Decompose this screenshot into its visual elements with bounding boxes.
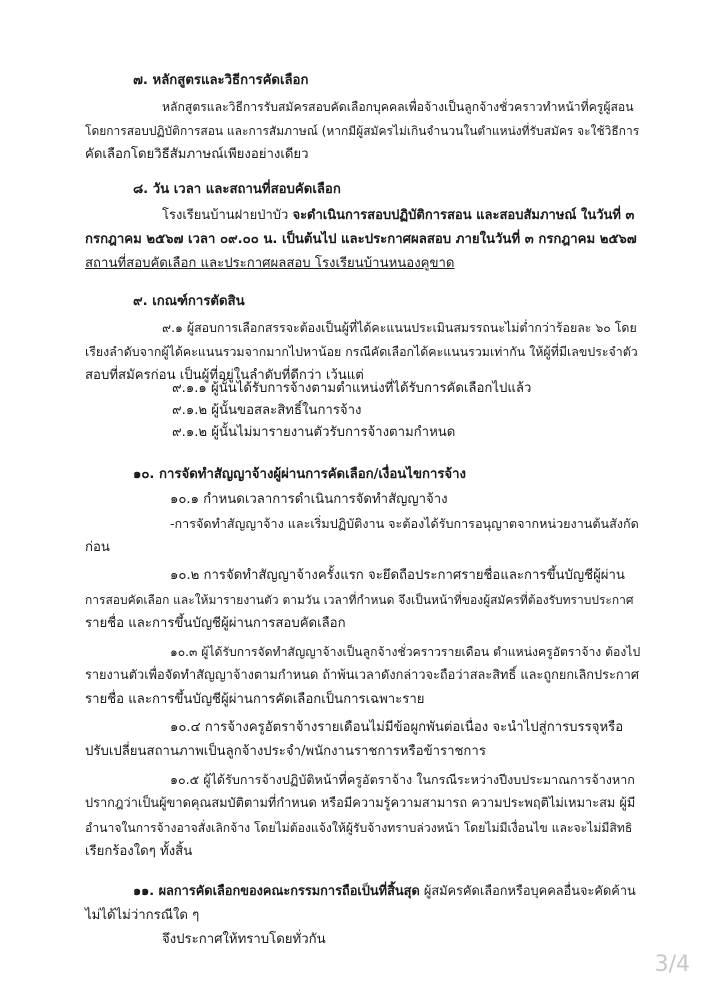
section-8-heading: ๘. วัน เวลา และสถานที่สอบคัดเลือก bbox=[133, 182, 341, 197]
section-9-line-1: ๙.๑ ผู้สอบการเลือกสรรจะต้องเป็นผู้ที่ได้คะแนนประเมินสมรรถนะไม่ต่ำกว่าร้อยละ ๖๐ โดย bbox=[162, 320, 637, 335]
section-9-line-3: สอบที่สมัครก่อน เป็นผู้ที่อยู่ในลำดับที่ดีกว่า เว้นแต่ bbox=[85, 368, 364, 383]
section-10-3-line-1: ๑๐.๓ ผู้ได้รับการจัดทำสัญญาจ้างเป็นลูกจ้างชั่วคราวรายเดือน ตำแหน่งครูอัตราจ้าง ต้องไป bbox=[170, 645, 641, 659]
section-8-schedule-bold: จะดำเนินการสอบปฏิบัติการสอน และสอบสัมภาษณ์ ในวันที่ ๓ bbox=[292, 208, 635, 223]
section-10-4-line-1: ๑๐.๔ การจ้างครูอัตราจ้างรายเดือนไม่มีข้อผูกพันต่อเนื่อง จะนำไปสู่การบรรจุหรือ bbox=[170, 720, 624, 735]
section-10-5-line-2: ปรากฎว่าเป็นผู้ขาดคุณสมบัติตามที่กำหนด หรือมีความรู้ความสามารถ ความประพฤติไม่เหมาะสม ผู้มี bbox=[85, 796, 636, 811]
section-10-2-line-3: รายชื่อ และการขึ้นบัญชีผู้ผ่านการสอบคัดเลือก bbox=[85, 616, 346, 631]
section-10-3-line-3: รายชื่อ และการขึ้นบัญชีผู้ผ่านการคัดเลือกเป็นการเฉพาะราย bbox=[85, 692, 425, 707]
section-11-heading: ๑๑. ผลการคัดเลือกของคณะกรรมการถือเป็นที่สิ้นสุด bbox=[133, 884, 420, 899]
section-8-school-name: โรงเรียนบ้านฝายป่าบัว bbox=[162, 208, 293, 223]
section-10-1-line-3: ก่อน bbox=[85, 540, 110, 555]
section-7-line-3: คัดเลือกโดยวิธีสัมภาษณ์เพียงอย่างเดียว bbox=[85, 147, 309, 162]
section-10-4-line-2: ปรับเปลี่ยนสถานภาพเป็นลูกจ้างประจำ/พนักงานราชการหรือข้าราชการ bbox=[85, 744, 486, 759]
section-10-2-line-1: ๑๐.๒ การจัดทำสัญญาจ้างครั้งแรก จะยึดถือประกาศรายชื่อและการขึ้นบัญชีผู้ผ่าน bbox=[170, 568, 625, 583]
section-7-heading: ๗. หลักสูตรและวิธีการคัดเลือก bbox=[133, 73, 309, 88]
section-9-heading: ๙. เกณฑ์การตัดสิน bbox=[133, 294, 245, 309]
section-11-line-1 bbox=[133, 882, 636, 902]
section-8-line-2: กรกฎาคม ๒๕๖๗ เวลา ๐๙.๐๐ น. เป็นต้นไป และประกาศผลสอบ ภายในวันที่ ๓ กรกฎาคม ๒๕๖๗ bbox=[85, 232, 637, 247]
section-10-1-line-1: ๑๐.๑ กำหนดเวลาการดำเนินการจัดทำสัญญาจ้าง bbox=[170, 492, 448, 507]
section-10-5-line-1: ๑๐.๕ ผู้ได้รับการจ้างปฏิบัติหน้าที่ครูอัตราจ้าง ในกรณีระหว่างปีงบประมาณการจ้างหาก bbox=[170, 772, 635, 787]
section-8-location: สถานที่สอบคัดเลือก และประกาศผลสอบ โรงเรียนบ้านหนองคูขาด bbox=[85, 256, 455, 271]
section-9-item-3: ๙.๑.๒ ผู้นั้นไม่มารายงานตัวรับการจ้างตามกำหนด bbox=[172, 425, 456, 440]
page-number-indicator: 3/4 bbox=[654, 952, 690, 977]
section-10-heading: ๑๐. การจัดทำสัญญาจ้างผู้ผ่านการคัดเลือก/เงื่อนไขการจ้าง bbox=[133, 467, 466, 482]
section-10-2-line-2: การสอบคัดเลือก และให้มารายงานตัว ตามวัน เวลาที่กำหนด จึงเป็นหน้าที่ของผู้สมัครที่ต้องรับทราบประกาศ bbox=[85, 593, 634, 607]
section-10-5-line-3: อำนาจในการจ้างอาจสั่งเลิกจ้าง โดยไม่ต้องแจ้งให้ผู้รับจ้างทราบล่วงหน้า โดยไม่มีเงื่อนไข และจะไม่มีสิทธิ bbox=[85, 821, 633, 835]
section-9-item-1: ๙.๑.๑ ผู้นั้นได้รับการจ้างตามตำแหน่งที่ได้รับการคัดเลือกไปแล้ว bbox=[172, 381, 532, 396]
section-11-text: ผู้สมัครคัดเลือกหรือบุคคลอื่นจะคัดค้าน bbox=[419, 884, 636, 899]
section-10-1-line-2: -การจัดทำสัญญาจ้าง และเริ่มปฏิบัติงาน จะต้องได้รับการอนุญาตจากหน่วยงานต้นสังกัด bbox=[170, 516, 639, 531]
closing-statement: จึงประกาศให้ทราบโดยทั่วกัน bbox=[162, 932, 326, 947]
section-8-line-1 bbox=[162, 206, 634, 226]
section-10-5-line-4: เรียกร้องใดๆ ทั้งสิ้น bbox=[85, 844, 193, 859]
section-11-line-2: ไม่ได้ไม่ว่ากรณีใด ๆ bbox=[85, 908, 200, 923]
section-9-item-2: ๙.๑.๒ ผู้นั้นขอสละสิทธิ์ในการจ้าง bbox=[172, 403, 362, 418]
section-7-line-2: โดยการสอบปฏิบัติการสอน และการสัมภาษณ์ (หากมีผู้สมัครไม่เกินจำนวนในตำแหน่งที่รับสมัคร จะใช้วิธีการ bbox=[85, 124, 640, 138]
section-7-line-1: หลักสูตรและวิธีการรับสมัครสอบคัดเลือกบุคคลเพื่อจ้างเป็นลูกจ้างชั่วคราวทำหน้าที่ครูผู้สอน bbox=[162, 100, 634, 114]
section-9-line-2: เรียงลำดับจากผู้ได้คะแนนรวมจากมากไปหาน้อย กรณีคัดเลือกได้คะแนนรวมเท่ากัน ให้ผู้ที่มีเลขประจำตัว bbox=[85, 344, 638, 359]
section-10-3-line-2: รายงานตัวเพื่อจัดทำสัญญาจ้างตามกำหนด ถ้าพ้นเวลาดังกล่าวจะถือว่าสละสิทธิ์ และถูกยกเลิกประกาศ bbox=[85, 668, 639, 683]
